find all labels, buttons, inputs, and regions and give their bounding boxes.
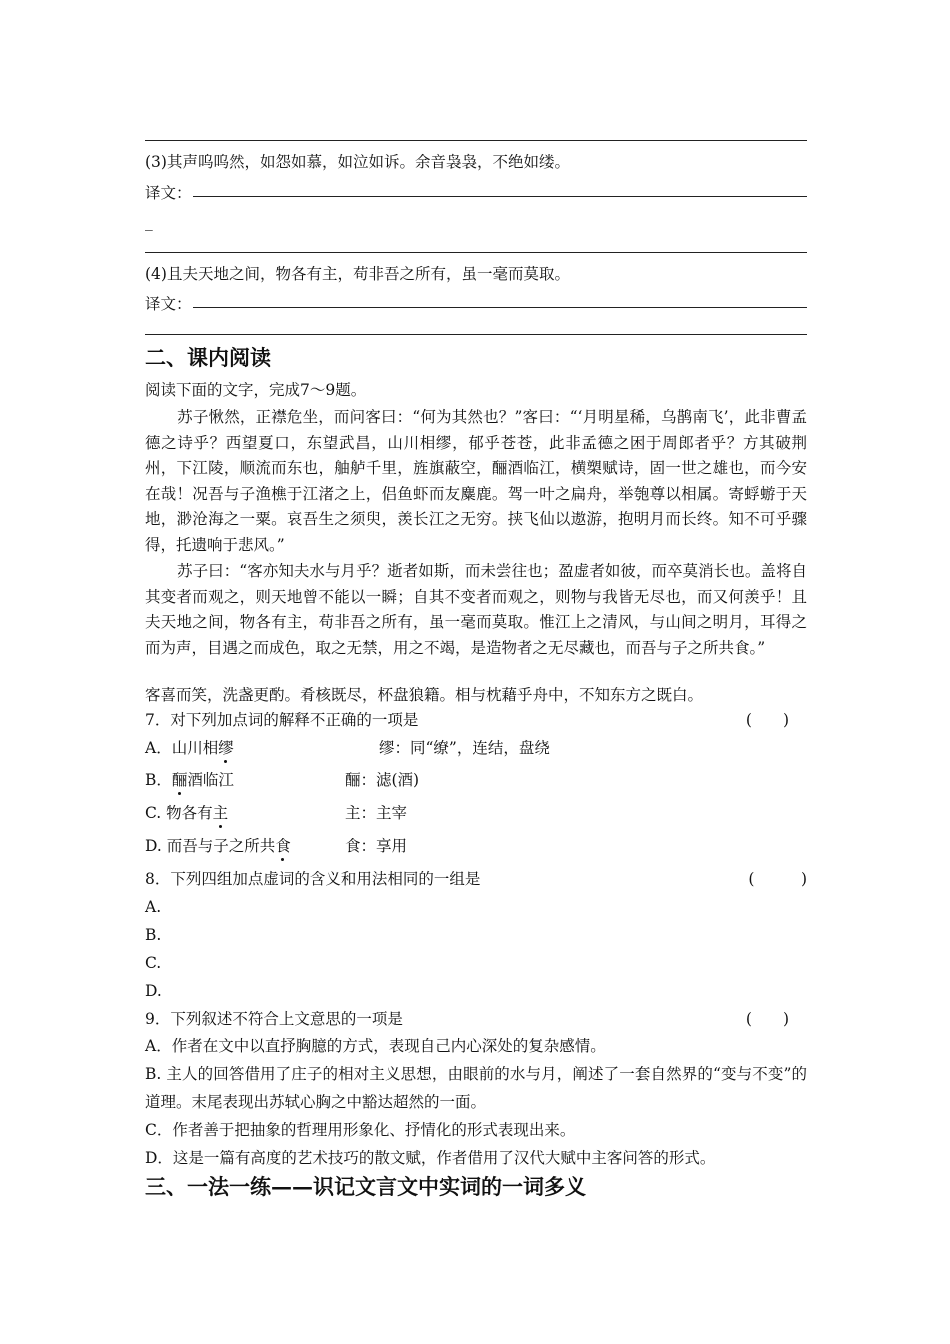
translation-label: 译文： [145, 184, 192, 202]
q7-option-b[interactable] [145, 770, 420, 790]
reading-instruction: 阅读下面的文字，完成7～9题。 [145, 381, 367, 399]
passage-paragraph-2 [145, 559, 807, 661]
answer-line [145, 140, 807, 141]
item-3-sentence: (3)其声呜呜然，如怨如慕，如泣如诉。余音袅袅，不绝如缕。 [145, 153, 570, 171]
translation-blank[interactable] [193, 196, 807, 197]
section-2-heading: 二、课内阅读 [145, 345, 271, 370]
q7-option-a[interactable] [145, 738, 550, 758]
answer-parentheses[interactable]: ( ) [745, 711, 789, 729]
answer-line [145, 252, 807, 253]
item-4-translation-row [145, 292, 807, 312]
q9-option-b[interactable]: B. 主人的回答借用了庄子的相对主义思想，由眼前的水与月，阐述了一套自然界的“变与不变”的道理。末尾表现出苏轼心胸之中豁达超然的一面。 [145, 1065, 807, 1111]
dotted-word: 食 [275, 837, 291, 855]
item-4-sentence: (4)且夫天地之间，物各有主，苟非吾之所有，虽一毫而莫取。 [145, 265, 570, 283]
translation-label: 译文： [145, 295, 192, 313]
q9-option-d[interactable]: D．这是一篇有高度的艺术技巧的散文赋，作者借用了汉代大赋中主客问答的形式。 [145, 1149, 716, 1167]
option-text: 酒临江 [187, 771, 234, 789]
option-text: A．山川相 [145, 739, 219, 757]
answer-parentheses[interactable]: ( ) [748, 870, 807, 888]
option-gloss: 食：享用 [345, 837, 408, 855]
q9-option-a[interactable]: A．作者在文中以直抒胸臆的方式，表现自己内心深处的复杂感情。 [145, 1037, 606, 1055]
passage-paragraph-1 [145, 405, 807, 559]
question-text: 8．下列四组加点虚词的含义和用法相同的一组是 [145, 870, 481, 888]
section-3-heading: 三、一法一练——识记文言文中实词的一词多义 [145, 1174, 586, 1199]
passage-text: 苏子曰：“客亦知夫水与月乎？逝者如斯，而未尝往也；盈虚者如彼，而卒莫消长也。盖将自其变者而观之，则天地曾不能以一瞬；自其不变者而观之，则物与我皆无尽也，而又何羡乎！且夫天地之间，物各有主，苟非吾之所有，虽一毫而莫取。惟江上之清风，与山间之明月，耳得之而为声，目遇之而成色，取之无禁，用之不竭，是造物者之无尽藏也，而吾与子之所共食。” [145, 562, 807, 657]
q8-option-c[interactable]: C. [145, 954, 162, 972]
q8-option-d[interactable]: D. [145, 982, 162, 1000]
answer-line [145, 334, 807, 335]
dotted-word: 主 [212, 804, 229, 822]
option-text: C. 物各有 [145, 804, 213, 822]
option-gloss: 缪：同“缭”，连结，盘绕 [379, 739, 550, 757]
option-gloss: 酾：滤(酒) [345, 771, 420, 789]
q7-option-d[interactable] [145, 836, 408, 856]
translation-blank[interactable] [193, 307, 807, 308]
dotted-word: 酾 [171, 771, 188, 789]
question-text: 9．下列叙述不符合上文意思的一项是 [145, 1010, 403, 1028]
q8-option-b[interactable]: B. [145, 926, 162, 944]
answer-parentheses[interactable]: ( ) [745, 1010, 789, 1028]
q8-option-a[interactable]: A. [145, 898, 162, 916]
question-8-stem [145, 869, 807, 889]
question-9-stem [145, 1009, 807, 1029]
question-text: 7．对下列加点词的解释不正确的一项是 [145, 711, 419, 729]
stray-mark: _ [145, 213, 153, 231]
q9-option-c[interactable]: C．作者善于把抽象的哲理用形象化、抒情化的形式表现出来。 [145, 1121, 576, 1139]
option-gloss: 主：主宰 [345, 804, 408, 822]
passage-text: 苏子愀然，正襟危坐，而问客曰：“何为其然也？”客曰：“‘月明星稀，乌鹊南飞’，此非曹孟德之诗乎？西望夏口，东望武昌，山川相缪，郁乎苍苍，此非孟德之困于周郎者乎？方其破荆州，下江陵，顺流而东也，舳舻千里，旌旗蔽空，酾酒临江，横槊赋诗，固一世之雄也，而今安在哉！况吾与子渔樵于江渚之上，侣鱼虾而友麋鹿。驾一叶之扁舟，举匏尊以相属。寄蜉蝣于天地，渺沧海之一粟。哀吾生之须臾，羡长江之无穷。挟飞仙以遨游，抱明月而长终。知不可乎骤得，托遗响于悲风。” [145, 408, 807, 554]
passage-paragraph-3: 客喜而笑，洗盏更酌。肴核既尽，杯盘狼籍。相与枕藉乎舟中，不知东方之既白。 [145, 686, 704, 704]
q7-option-c[interactable] [145, 803, 408, 823]
question-7-stem [145, 710, 807, 730]
option-text: D. 而吾与子之所共 [145, 837, 276, 855]
item-3-translation-row [145, 181, 807, 201]
dotted-word: 缪 [218, 739, 234, 757]
option-text: B． [145, 771, 172, 789]
